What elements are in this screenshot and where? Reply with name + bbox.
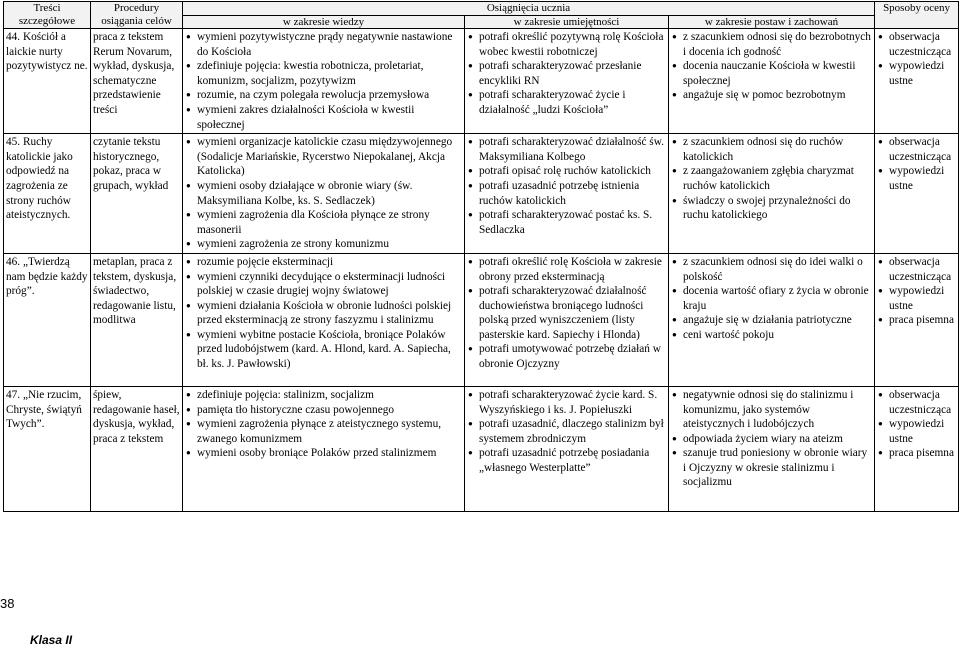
list-item: ● wypowiedzi ustne (877, 284, 956, 313)
attitudes-cell (669, 29, 875, 134)
assessment-cell (875, 29, 959, 134)
list-item: ● potrafi scharakteryzować działalność duchowieństwa broniącego ludności polską przed wyniszczeniem (listy pasterskie kard. Sapiechy i Hlonda) (467, 284, 666, 342)
skills-cell (465, 134, 669, 254)
list-item: ● wymieni zagrożenia ze strony komunizmu (185, 237, 462, 252)
list-item: ● rozumie, na czym polegała rewolucja przemysłowa (185, 88, 462, 103)
list-item: ● potrafi scharakteryzować działalność św. Maksymiliana Kolbego (467, 135, 666, 164)
list-item: ● potrafi określić pozytywną rolę Kościoła wobec kwestii robotniczej (467, 30, 666, 59)
list-item: ● z szacunkiem odnosi się do bezrobotnych i docenia ich godność (671, 30, 872, 59)
methods-cell: metaplan, praca z tekstem, dyskusja, świadectwo, redagowanie listu, modlitwa (91, 253, 183, 386)
list-item: ● wymieni organizacje katolickie czasu międzywojennego (Sodalicje Mariańskie, Rycerstwo Niepokalanej, Akcja Katolicka) (185, 135, 462, 179)
list-item: ● potrafi scharakteryzować postać ks. S. Sedlaczka (467, 208, 666, 237)
table-row (4, 134, 959, 254)
header-umiejetnosci: w zakresie umiejętności (465, 15, 669, 29)
list-item: ● wymieni działania Kościoła w obronie ludności polskiej przed eksterminacją ze strony faszyzmu i stalinizmu (185, 299, 462, 328)
page-number: 38 (0, 596, 15, 611)
list-item: ● świadczy o swojej przynależności do ruchu katolickiego (671, 194, 872, 223)
list-item: ● wymieni zagrożenia płynące z ateistycznego systemu, zwanego komunizmem (185, 417, 462, 446)
list-item: ● obserwacja uczestnicząca (877, 388, 956, 417)
list-item: ● potrafi umotywować potrzebę działań w obronie Ojczyzny (467, 342, 666, 371)
list-item: ● wypowiedzi ustne (877, 417, 956, 446)
list-item: ● wymieni wybitne postacie Kościoła, broniące Polaków przed ludobójstwem (kard. A. Hlond, kard. A. Sapiecha, bł. ks. J. Pawłowski) (185, 328, 462, 372)
table-row (4, 386, 959, 511)
list-item: ● zdefiniuje pojęcia: kwestia robotnicza, proletariat, komunizm, socjalizm, pozytywizm (185, 59, 462, 88)
list-item: ● docenia nauczanie Kościoła w kwestii społecznej (671, 59, 872, 88)
skills-cell (465, 253, 669, 386)
attitudes-cell (669, 253, 875, 386)
knowledge-cell (183, 386, 465, 511)
topic-cell: 44. Kościół a laickie nurty pozytywistycz ne. (4, 29, 91, 134)
header-postawy: w zakresie postaw i zachowań (669, 15, 875, 29)
methods-cell: śpiew, redagowanie haseł, dyskusja, wykład, praca z tekstem (91, 386, 183, 511)
list-item: ● wymieni zakres działalności Kościoła w kwestii społecznej (185, 103, 462, 132)
topic-cell: 45. Ruchy katolickie jako odpowiedź na zagrożenia ze strony ruchów ateistycznych. (4, 134, 91, 254)
table-row (4, 29, 959, 134)
list-item: ● z szacunkiem odnosi się do idei walki o polskość (671, 255, 872, 284)
header-sposoby: Sposoby oceny (875, 2, 959, 29)
header-osiagniecia: Osiągnięcia ucznia (183, 2, 875, 16)
assessment-cell (875, 253, 959, 386)
list-item: ● obserwacja uczestnicząca (877, 30, 956, 59)
skills-cell (465, 29, 669, 134)
list-item: ● rozumie pojęcie eksterminacji (185, 255, 462, 270)
list-item: ● potrafi scharakteryzować przesłanie encykliki RN (467, 59, 666, 88)
methods-cell: czytanie tekstu historycznego, pokaz, praca w grupach, wykład (91, 134, 183, 254)
list-item: ● wypowiedzi ustne (877, 59, 956, 88)
list-item: ● wymieni osoby działające w obronie wiary (św. Maksymiliana Kolbe, ks. S. Sedlaczek) (185, 179, 462, 208)
list-item: ● wymieni zagrożenia dla Kościoła płynące ze strony masonerii (185, 208, 462, 237)
list-item: ● praca pisemna (877, 313, 956, 328)
header-tresci: Treści szczegółowe (4, 2, 91, 29)
class-label: Klasa II (30, 633, 73, 647)
list-item: ● potrafi uzasadnić potrzebę istnienia ruchów katolickich (467, 179, 666, 208)
list-item: ● potrafi uzasadnić, dlaczego stalinizm był systemem zbrodniczym (467, 417, 666, 446)
knowledge-cell (183, 134, 465, 254)
list-item: ● ceni wartość pokoju (671, 328, 872, 343)
list-item: ● potrafi scharakteryzować życie kard. S. Wyszyńskiego i ks. J. Popiełuszki (467, 388, 666, 417)
curriculum-table (3, 1, 959, 512)
table-row (4, 253, 959, 386)
knowledge-cell (183, 29, 465, 134)
list-item: ● obserwacja uczestnicząca (877, 135, 956, 164)
list-item: ● wypowiedzi ustne (877, 164, 956, 193)
list-item: ● wymieni czynniki decydujące o eksterminacji ludności polskiej w czasie drugiej wojny światowej (185, 270, 462, 299)
topic-cell: 46. „Twierdzą nam będzie każdy próg”. (4, 253, 91, 386)
list-item: ● wymieni osoby broniące Polaków przed stalinizmem (185, 446, 462, 461)
list-item: ● z szacunkiem odnosi się do ruchów katolickich (671, 135, 872, 164)
list-item: ● wymieni pozytywistyczne prądy negatywnie nastawione do Kościoła (185, 30, 462, 59)
list-item: ● zdefiniuje pojęcia: stalinizm, socjalizm (185, 388, 462, 403)
header-procedury: Procedury osiągania celów (91, 2, 183, 29)
methods-cell: praca z tekstem Rerum Novarum, wykład, dyskusja, schematyczne przedstawienie treści (91, 29, 183, 134)
skills-cell (465, 386, 669, 511)
header-wiedza: w zakresie wiedzy (183, 15, 465, 29)
attitudes-cell (669, 386, 875, 511)
list-item: ● szanuje trud poniesiony w obronie wiary i Ojczyzny w okresie stalinizmu i socjalizmu (671, 446, 872, 490)
list-item: ● potrafi określić rolę Kościoła w zakresie obrony przed eksterminacją (467, 255, 666, 284)
list-item: ● obserwacja uczestnicząca (877, 255, 956, 284)
topic-cell: 47. „Nie rzucim, Chryste, świątyń Twych”. (4, 386, 91, 511)
knowledge-cell (183, 253, 465, 386)
list-item: ● z zaangażowaniem zgłębia charyzmat ruchów katolickich (671, 164, 872, 193)
list-item: ● potrafi opisać rolę ruchów katolickich (467, 164, 666, 179)
list-item: ● odpowiada życiem wiary na ateizm (671, 432, 872, 447)
list-item: ● angażuje się w działania patriotyczne (671, 313, 872, 328)
assessment-cell (875, 386, 959, 511)
list-item: ● angażuje się w pomoc bezrobotnym (671, 88, 872, 103)
assessment-cell (875, 134, 959, 254)
list-item: ● potrafi scharakteryzować życie i działalność „ludzi Kościoła” (467, 88, 666, 117)
list-item: ● praca pisemna (877, 446, 956, 461)
list-item: ● potrafi uzasadnić potrzebę posiadania „własnego Westerplatte” (467, 446, 666, 475)
list-item: ● negatywnie odnosi się do stalinizmu i komunizmu, jako systemów ateistycznych i ludobójczych (671, 388, 872, 432)
list-item: ● docenia wartość ofiary z życia w obronie kraju (671, 284, 872, 313)
attitudes-cell (669, 134, 875, 254)
list-item: ● pamięta tło historyczne czasu powojennego (185, 403, 462, 418)
